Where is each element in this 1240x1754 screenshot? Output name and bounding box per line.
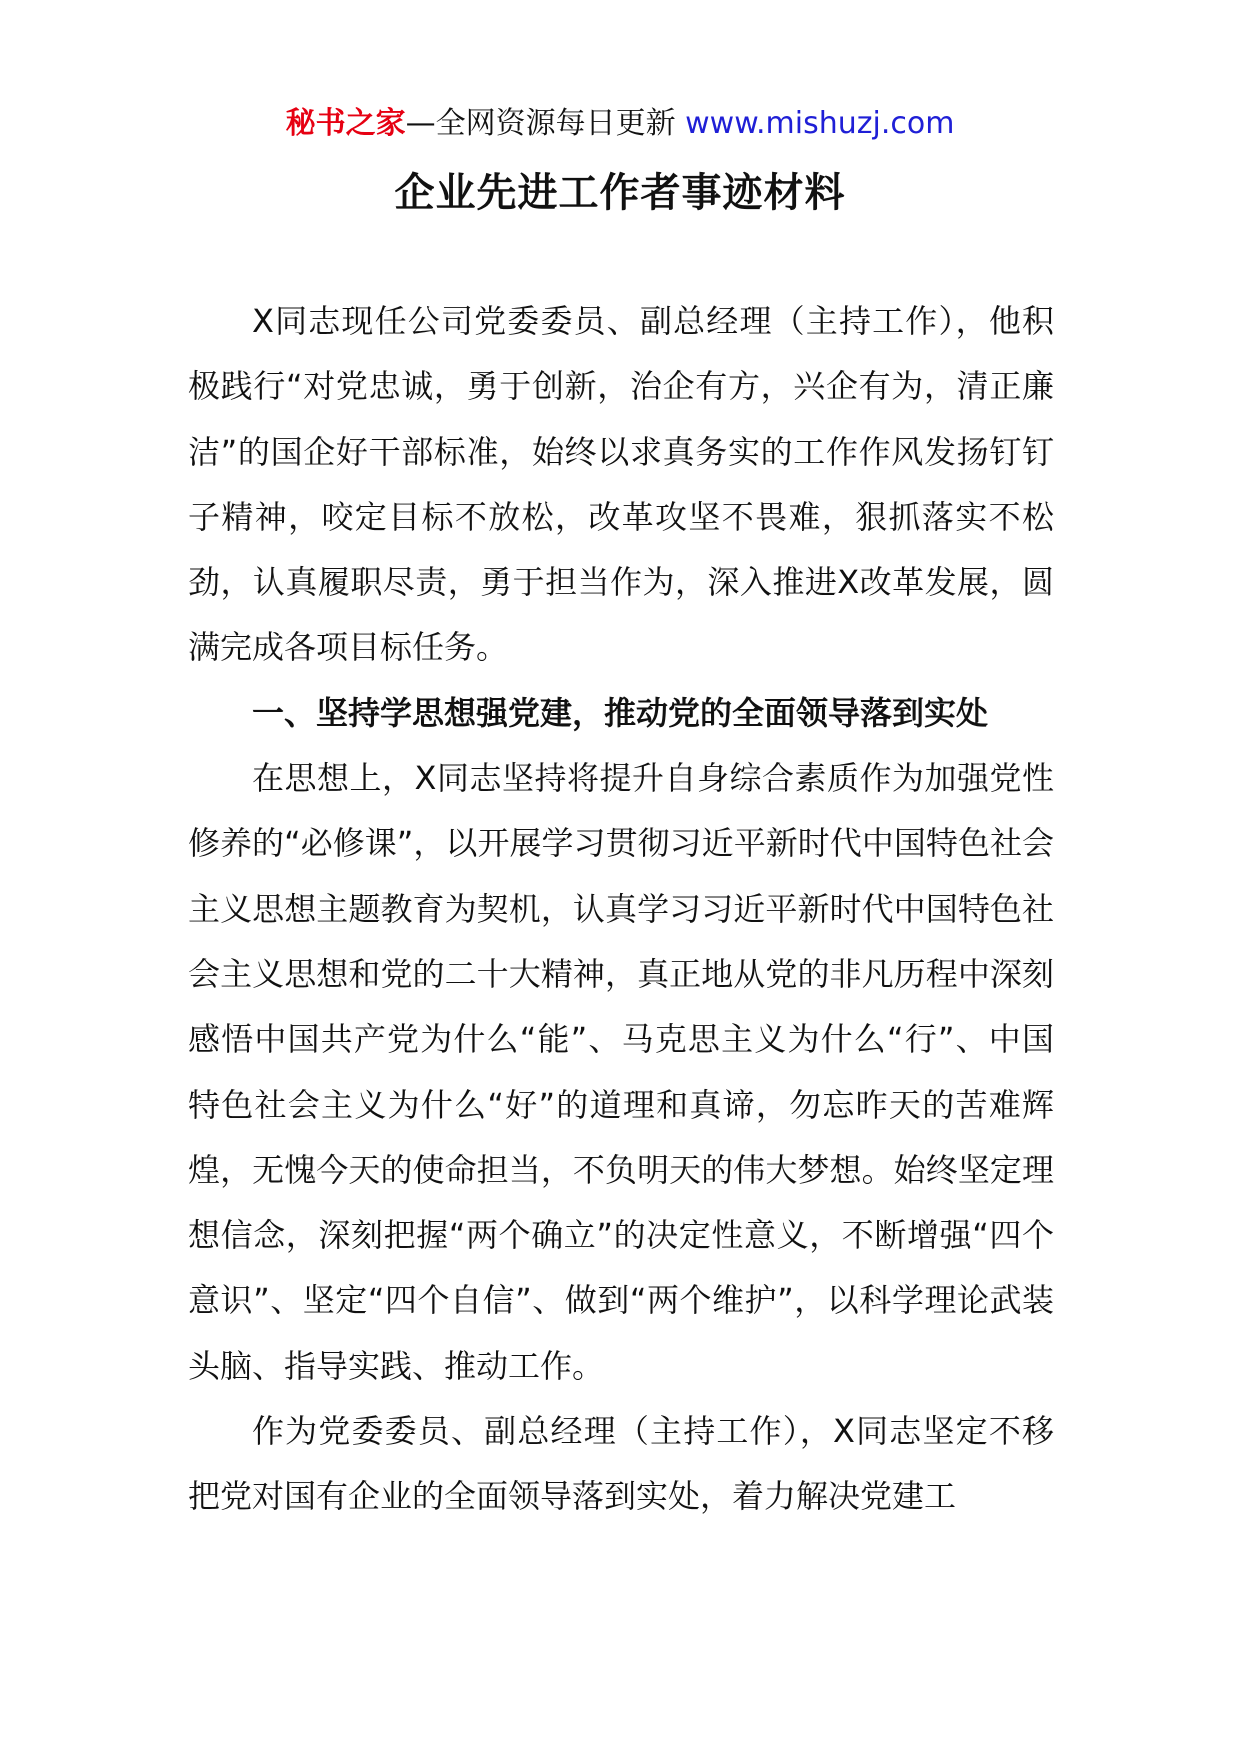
site-header: [0, 102, 1240, 146]
intro-paragraph: X同志现任公司党委委员、副总经理（主持工作），他积极践行“对党忠诚，勇于创新，治企有方，兴企有为，清正廉洁”的国企好干部标准，始终以求真务实的工作作风发扬钉钉子精神，咬定目标不放松，改革攻坚不畏难，狠抓落实不松劲，认真履职尽责，勇于担当作为，深入推进X改革发展，圆满完成各项目标任务。: [188, 302, 1054, 667]
site-brand: 秘书之家: [285, 106, 406, 141]
document-body: [188, 289, 1054, 1530]
site-tagline: —全网资源每日更新: [405, 106, 676, 141]
section-heading: 一、坚持学思想强党建，推动党的全面领导落到实处: [252, 693, 989, 732]
site-url-link[interactable]: www.mishuzj.com: [685, 106, 955, 141]
document-title: 企业先进工作者事迹材料: [394, 170, 846, 216]
body-paragraph: 在思想上，X同志坚持将提升自身综合素质作为加强党性修养的“必修课”，以开展学习贯彻习近平新时代中国特色社会主义思想主题教育为契机，认真学习习近平新时代中国特色社会主义思想和党的二十大精神，真正地从党的非凡历程中深刻感悟中国共产党为什么“能”、马克思主义为什么“行”、中国特色社会主义为什么“好”的道理和真谛，勿忘昨天的苦难辉煌，无愧今天的使命担当，不负明天的伟大梦想。始终坚定理想信念，深刻把握“两个确立”的决定性意义，不断增强“四个意识”、坚定“四个自信”、做到“两个维护”，以科学理论武装头脑、指导实践、推动工作。: [188, 759, 1054, 1385]
body-paragraph: 作为党委委员、副总经理（主持工作），X同志坚定不移把党对国有企业的全面领导落到实处，着力解决党建工: [188, 1412, 1054, 1516]
